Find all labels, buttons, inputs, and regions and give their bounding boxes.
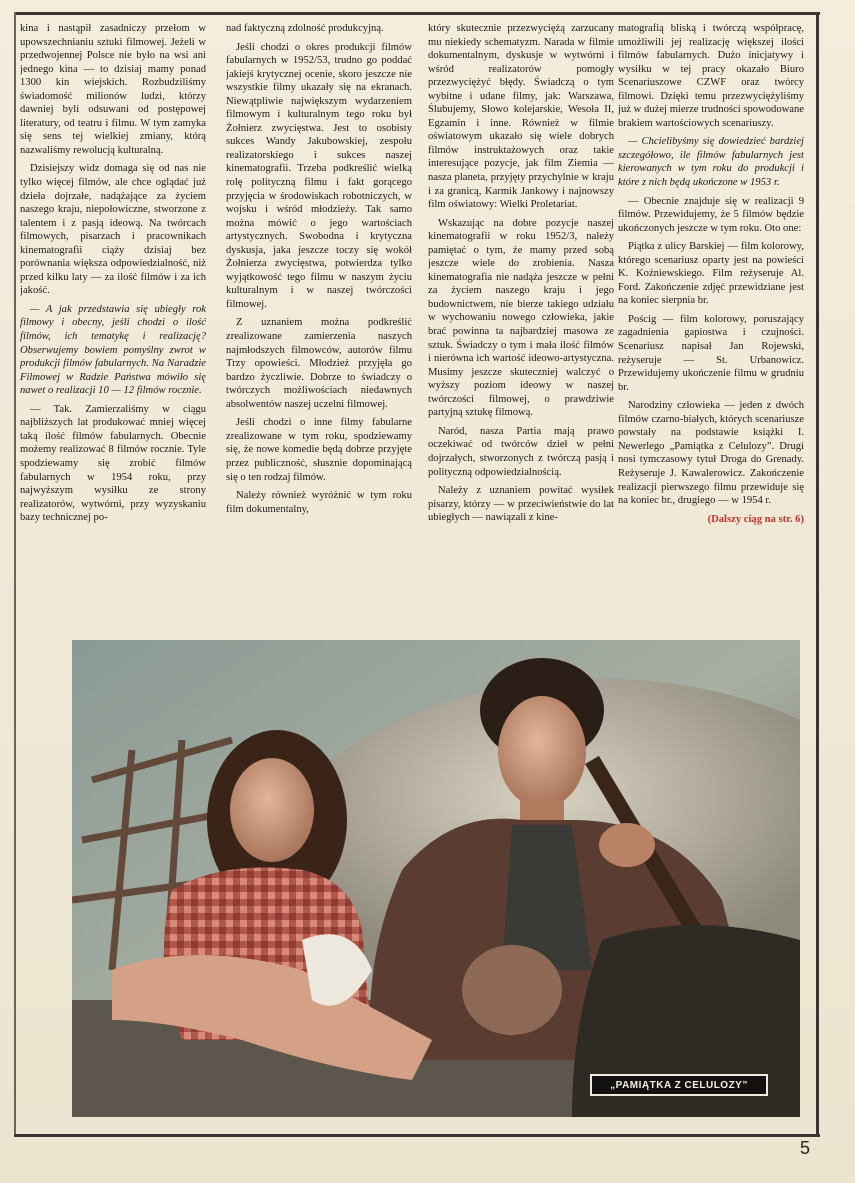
column-2-paragraph-2: Jeśli chodzi o okres produkcji filmów fabularnych w 1952/53, trudno go poddać jakiejś krytycznej ocenie, skoro jeszcze nie wszystkie filmy ukazały się na ekranach. Niewątpliwie największym wydarzeniem filmowym i kulturalnym tego roku był Żołnierz zwycięstwa. Jest to osobisty sukces Wandy Jakubowskiej, zespołu realizatorskiego i sukces naszej kinematografii. Trzeba podkreślić wielką rolę polityczną filmu i fakt gorącego przyjęcia w środowiskach robotniczych, w wojsku i wśród młodzieży. Tak samo można mówić o jego wartościach artystycznych. Swobodna i krytyczna dyskusja, jaka jeszcze toczy się wokół Żołnierza zwycięstwa, potwierdza tylko wyjątkowość tego filmu w naszym życiu kulturalnym i w naszej twórczości filmowej. (226, 41, 412, 310)
column-4-paragraph-1: matografią bliską i twórczą współpracę, umożliwili jej realizację większej ilości filmów fabularnych. Dużo inicjatywy i wysiłku w tej pracy okazało Biuro Scenariuszowe CZWF oraz twórcy filmowi. Dzięki temu przezwyciężyliśmy już w dużej mierze trudności spowodowane brakiem wartościowych scenariuszy. (618, 23, 804, 129)
column-4-paragraph-5: Pościg — film kolorowy, poruszający zagadnienia gapiostwa i czujności. Scenariusz napisał Jan Rojewski, reżyseruje — St. Urbanowicz. Przewidujemy ukończenie filmu w grudniu br. (618, 313, 804, 393)
column-1-paragraph-1: kina i nastąpił zasadniczy przełom w upowszechnianiu sztuki filmowej. Jeżeli w przedwojennej Polsce nie było na wsi ani jednego kina — to dzisiaj mamy ponad 1300 kin wiejskich. Rozbudziliśmy świadomość milionów ludzi, którzy dawniej byli odsuwani od postępowej literatury, od teatru i filmu. W tym zamyka się sens tej wielkiej zmiany, którą nazwaliśmy rewolucją kulturalną. (20, 23, 206, 156)
column-2-paragraph-4: Jeśli chodzi o inne filmy fabularne zrealizowane w tym roku, spodziewamy się, że nowe komedie będą dobrze przyjęte przez publiczność, słusznie dopominającą się o ten rodzaj filmów. (226, 417, 412, 483)
column-1-paragraph-2: Dzisiejszy widz domaga się od nas nie tylko więcej filmów, ale chce oglądać już dzieła dojrzałe, nadążające za życiem naszego kraju, niepołowiczne, stworzone z talentem i z pasją ideową. Na twórcach filmowych, pisarzach i pracownikach kinematografii ciąży dzisiaj bez porównania większa odpowiedzialność, niż przed kilku laty — za ilość filmów i za ich jakość. (20, 163, 206, 297)
text-column-4 (618, 22, 804, 632)
column-4-paragraph-6: Narodziny człowieka — jeden z dwóch filmów czarno-białych, których scenariusze powstały na podstawie książki I. Newerlego „Pamiątka z Celulozy”. Drugi nosi tymczasowy tytuł Droga do Grenady. Reżyseruje J. Kawalerowicz. Zakończenie realizacji pierwszego filmu przewiduje się na koniec br., drugiego — w 1954 r. (618, 400, 804, 507)
right-border-rule (816, 12, 819, 1137)
text-column-1 (20, 22, 206, 632)
text-column-3 (428, 22, 614, 632)
column-3-paragraph-1: który skutecznie przezwyciężą zarzucany mu niekiedy schematyzm. Narada w filmie dokumentalnym, dyskusje w wytwórni i wśród realizatorów pomogły przezwyciężyć błędy. Świadczą o tym wybitne i udane filmy, jak: Warszawa, Ślubujemy, Słowo kolejarskie, Wesoła II, Egzamin i inne. Również w filmie oświatowym ukazało się wiele dobrych filmów instruktażowych oraz takie interesujące pozycje, jak film Ziemia — nasza planeta, przyjęty przychylnie w kraju i za granicą, Karmik Jankowy i najnowszy film oświatowy: Wielki Proletariat. (428, 23, 614, 211)
column-1-paragraph-3: — A jak przedstawia się ubiegły rok filmowy i obecny, jeśli chodzi o ilość filmów, ich tematykę i realizację? Obserwujemy bowiem pomyślny zwrot w produkcji filmów fabularnych. Na Naradzie Filmowej w Radzie Państwa mówiło się nawet o realizacji 10 — 12 filmów rocznie. (20, 303, 206, 397)
text-column-2 (226, 22, 412, 632)
column-4-paragraph-2: — Chcielibyśmy się dowiedzieć bardziej szczegółowo, ile filmów fabularnych jest kierowanych w tym roku do produkcji i które z nich będą ukończone w 1953 r. (618, 136, 804, 189)
photo-caption: „PAMIĄTKA Z CELULOZY” (590, 1074, 768, 1096)
column-3-paragraph-2: Wskazując na dobre pozycje naszej kinematografii w roku 1952/3, należy pamiętać o tym, że mamy przed sobą jeszcze wiele do zrobienia. Nasza kinematografia nie nadąża jeszcze w pełni za życiem naszego kraju i jego budownictwem, nie bierze takiego udziału w wychowaniu nowego człowieka, jakie brać powinna ta najbardziej masowa ze sztuk. Świadczy o tym i mała ilość filmów i nierówna ich wartość ideowo-artystyczna. Musimy jeszcze skuteczniej walczyć o wyższy poziom ideowy w naszej twórczości filmowej, o prawdziwie partyjną sztukę filmową. (428, 217, 614, 419)
column-1-paragraph-4: — Tak. Zamierzaliśmy w ciągu najbliższych lat produkować mniej więcej taką ilość filmów fabularnych. Obecnie możemy realizować 8 filmów rocznie. Tyle spodziewamy się zrobić filmów fabularnych w 1954 roku, przy najwyższym wysiłku ze strony realizatorów, wytwórni, przy wyzyskaniu bazy technicznej po- (20, 403, 206, 524)
top-border-rule (14, 12, 820, 15)
continuation-note: (Dalszy ciąg na str. 6) (707, 513, 804, 525)
left-border-rule (14, 12, 16, 1137)
bottom-border-rule (14, 1134, 820, 1137)
film-still-illustration (72, 640, 800, 1117)
column-2-paragraph-1: nad faktyczną zdolność produkcyjną. (226, 23, 384, 34)
column-2-paragraph-3: Z uznaniem można podkreślić zrealizowane zamierzenia naszych najmłodszych filmowców, autorów filmu Trzy opowieści. Młodzież przyjęła go bardzo życzliwie. Dobrze to świadczy o twórczych możliwościach niedawnych absolwentów naszej uczelni filmowej. (226, 317, 412, 410)
column-4-paragraph-4: Piątka z ulicy Barskiej — film kolorowy, którego scenariusz oparty jest na powieści K. Koźniewskiego. Film reżyseruje Al. Ford. Zakończenie zdjęć przewidziane jest na koniec sierpnia br. (618, 241, 804, 307)
column-4-paragraph-3: — Obecnie znajduje się w realizacji 9 filmów. Przewidujemy, że 5 filmów będzie ukończonych jeszcze w tym roku. Oto one: (618, 195, 804, 234)
page-number: 5 (799, 1138, 810, 1158)
column-3-paragraph-4: Należy z uznaniem powitać wysiłek pisarzy, którzy — w przeciwieństwie do lat ubiegłych — nawiązali z kine- (428, 485, 614, 524)
column-2-paragraph-5: Należy również wyróżnić w tym roku film dokumentalny, (226, 490, 412, 515)
film-still-photo (72, 640, 800, 1117)
column-3-paragraph-3: Naród, nasza Partia mają prawo oczekiwać od twórców dzieł w pełni dojrzałych, stworzonych z twórczą pasją i polityczną odpowiedzialnością. (428, 425, 614, 478)
